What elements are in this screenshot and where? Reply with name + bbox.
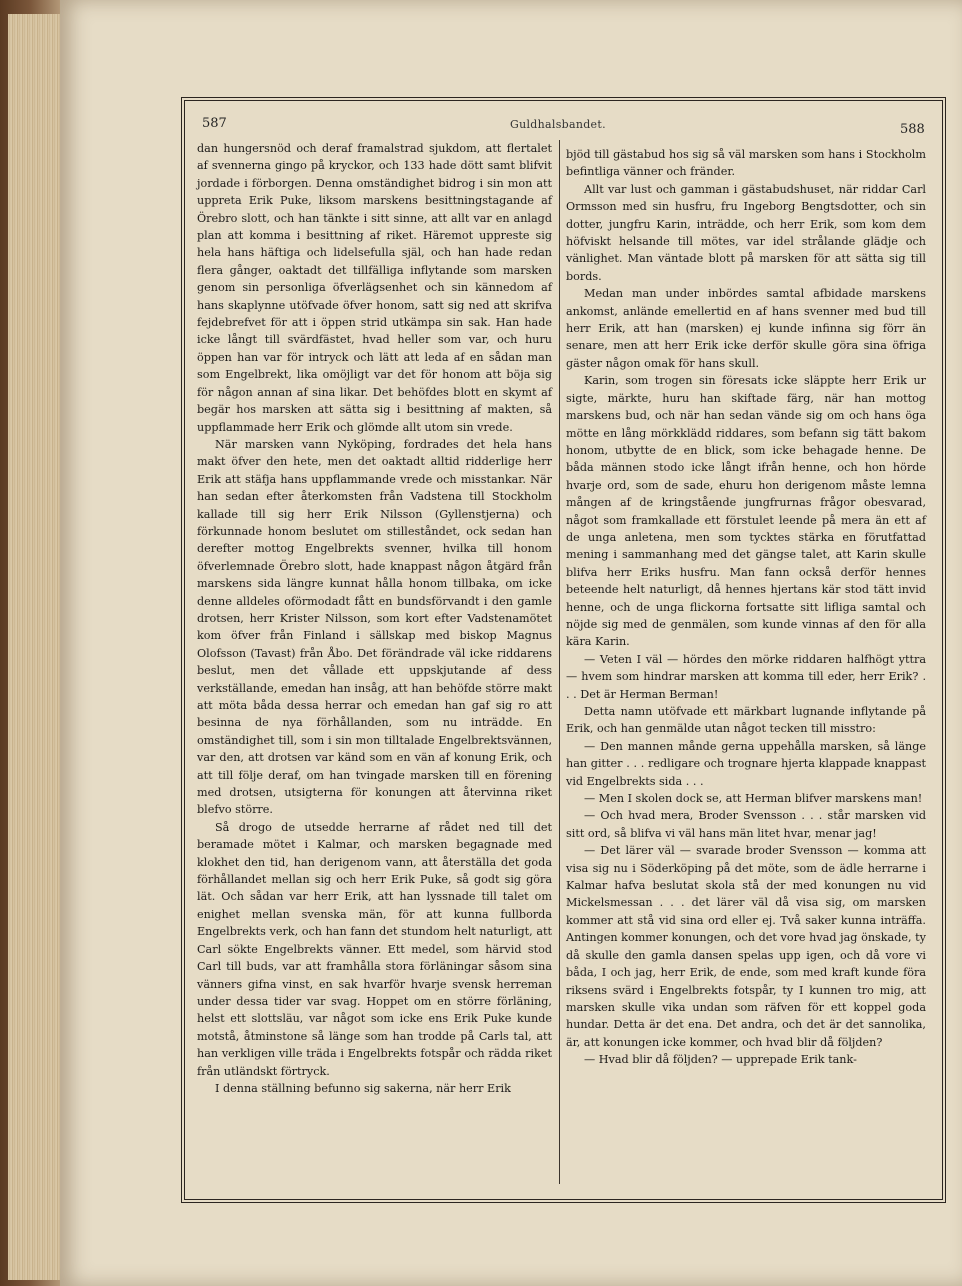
running-title: Guldhalsbandet. — [510, 118, 606, 131]
paragraph: — Hvad blir då följden? — upprepade Erik tank- — [584, 1053, 857, 1067]
right-page-number: 588 — [900, 122, 925, 137]
paragraph: Karin, som trogen sin föresats icke släppte herr Erik ur sigte, märkte, huru han skiftade färg, när han mottog marskens bud, och när han sedan vände sig om och hans öga mötte en lång mörkklädd riddares, som befann sig tätt bakom honom, utbytte de en blick, som icke behagade henne. De båda männen stodo icke långt ifrån henne, och hon hörde hvarje ord, som de sade, ehuru hon derigenom måste lemna mången af de kringstående jungfrurnas frågor obesvarad, något som framkallade ett förstulet leende på mera än ett af de unga anletena, men som tycktes stärka en förutfattad mening i sammanhang med det gängse talet, att Karin skulle blifva herr Eriks husfru. Man fann också derför hennes beteende helt naturligt, då hennes hjertans kär stod tätt invid henne, och de unga flickorna fortsatte sitt lifliga samtal och nöjde sig med de genmälen, som kunde vinnas af den för alla kära Karin. — [566, 374, 926, 649]
left-column — [197, 140, 552, 1097]
paragraph: — Och hvad mera, Broder Svensson . . . står marsken vid sitt ord, så blifva vi väl hans män litet hvar, menar jag! — [566, 809, 926, 840]
paragraph: bjöd till gästabud hos sig så väl marsken som hans i Stockholm befintliga vänner och fränder. — [566, 148, 926, 179]
paragraph: Detta namn utöfvade ett märkbart lugnande inflytande på Erik, och han genmälde utan något tecken till misstro: — [566, 705, 926, 736]
paragraph: I denna ställning befunno sig sakerna, när herr Erik — [215, 1081, 511, 1095]
column-divider — [559, 140, 560, 1184]
paragraph: Allt var lust och gamman i gästabudshuset, när riddar Carl Ormsson med sin husfru, fru Ingeborg Bengtsdotter, och sin dotter, jungfru Karin, inträdde, och herr Erik, som kom dem höfviskt helsande till mötes, var idel strålande glädje och vänlighet. Man väntade blott på marsken för att sätta sig till bords. — [566, 182, 926, 283]
paragraph: dan hungersnöd och deraf framalstrad sjukdom, att flertalet af svennerna gingo på kryckor, och 133 hade dött samt blifvit jordade i förborgen. Denna omständighet bidrog i sin mon att uppreta Erik Puke, liksom marskens besittningstagande af Örebro slott, och han tänkte i sitt sinne, att allt var en anlagd plan att komma i besittning af riket. Häremot uppreste sig hela hans häftiga och lidelsefulla själ, och han hade redan flera gånger, oaktadt det tillfälliga inflytande som marsken genom sin personliga öfverlägsenhet och sin kännedom af hans skaplynne utöfvade öfver honom, satt sig ned att skrifva fejdebrefvet för att i öppen strid utkämpa sin sak. Han hade icke långt till svärdfästet, hvad heller som var, och huru öppen han var för intryck och lätt att leda af en sådan man som Engelbrekt, lika omöjligt var det för honom att böja sig för någon annan af sina likar. Det behöfdes blott en skymt af begär hos marsken att sätta sig i besittning af makten, så uppflammade herr Erik och glömde allt utom sin vrede. — [197, 142, 552, 434]
paragraph: — Den mannen månde gerna uppehålla marsken, så länge han gitter . . . redligare och trognare hjerta klappade knappast vid Engelbrekts sida . . . — [566, 739, 926, 788]
paragraph: Så drogo de utsedde herrarne af rådet ned till det beramade mötet i Kalmar, och marsken begagnade med klokhet den tid, han derigenom vann, att återställa det goda förhållandet mellan sig och herr Erik Puke, så godt sig göra lät. Och sådan var herr Erik, att han lyssnade till talet om enighet mellan svenska män, för att kunna fullborda Engelbrekts verk, och han fann det stundom helt naturligt, att Carl sökte Engelbrekts vänner. Ett medel, som härvid stod Carl till buds, var att framhålla stora förläningar såsom sina vänners gifna vinst, en sak hvarför hvarje svensk herreman under dessa tider var svag. Hoppet om en större förläning, helst ett slottsläu, var något som icke ens Erik Puke kunde motstå, åtminstone så länge som han trodde på Carls tal, att han verkligen ville träda i Engelbrekts fotspår och rädda riket från utländskt förtryck. — [197, 820, 552, 1078]
right-column — [566, 146, 926, 1069]
paragraph: — Veten I väl — hördes den mörke riddaren halfhögt yttra — hvem som hindrar marsken att komma till eder, herr Erik? . . . Det är Herman Berman! — [566, 652, 926, 701]
paragraph: — Men I skolen dock se, att Herman blifver marskens man! — [584, 792, 923, 806]
paragraph: När marsken vann Nyköping, fordrades det hela hans makt öfver den hete, men det oaktadt alltid ridderlige herr Erik att stäfja hans uppflammande vrede och misstankar. När han sedan efter återkomsten från Vadstena till Stockholm kallade till sig herr Erik Nilsson (Gyllenstjerna) och förkunnade honom beslutet om stilleståndet, ock sedan han derefter mottog Engelbrekts svenner, hvilka till honom öfverlemnade Örebro slott, hade knappast någon åtgärd från marskens sida längre kunnat hålla honom tillbaka, om icke denne alldeles oförmodadt fått en bundsförvandt i den gamle drotsen, herr Krister Nilsson, som kort efter Vadstenamötet kom öfver från Finland i sällskap med biskop Magnus Olofsson (Tavast) från Åbo. Det förändrade väl icke riddarens beslut, men det vållade ett uppskjutande af dess verkställande, emedan han insåg, att han behöfde större makt att möta båda dessa herrar och emedan han gaf sig ro att besinna de nya förhållanden, som nu inträdde. En omständighet till, som i sin mon tilltalade Engelbrektsvännen, var den, att drotsen var känd som en vän af konung Erik, och att till följe deraf, om han tvingade marsken till en förening med drotsen, utsigterna för konungen att återvinna riket blefvo större. — [197, 437, 552, 817]
paragraph: — Det lärer väl — svarade broder Svensson — komma att visa sig nu i Söderköping på det möte, som de ädle herrarne i Kalmar hafva beslutat skola stå der med konungen nu vid Mickelsmessan . . . det lärer väl då visa sig, om marsken kommer att stå vid sina ord eller ej. Två saker kunna inträffa. Antingen kommer konungen, och det vore hvad jag önskade, ty då skulle den gamla dansen spelas upp igen, och då vore vi båda, I och jag, herr Erik, de ende, som med kraft kunde föra riksens svärd i Engelbrekts fotspår, ty I kunnen tro mig, att marsken skulle vika undan som räfven för ett koppel goda hundar. Detta är det ena. Det andra, och det är det sannolika, är, att konungen icke kommer, och hvad blir då följden? — [566, 844, 926, 1049]
paragraph: Medan man under inbördes samtal afbidade marskens ankomst, anlände emellertid en af hans svenner med bud till herr Erik, att han (marsken) ej kunde infinna sig förr än senare, men att herr Erik icke derför skulle göra sina öfriga gäster någon omak för hans skull. — [566, 287, 926, 370]
left-page-number: 587 — [202, 116, 227, 131]
